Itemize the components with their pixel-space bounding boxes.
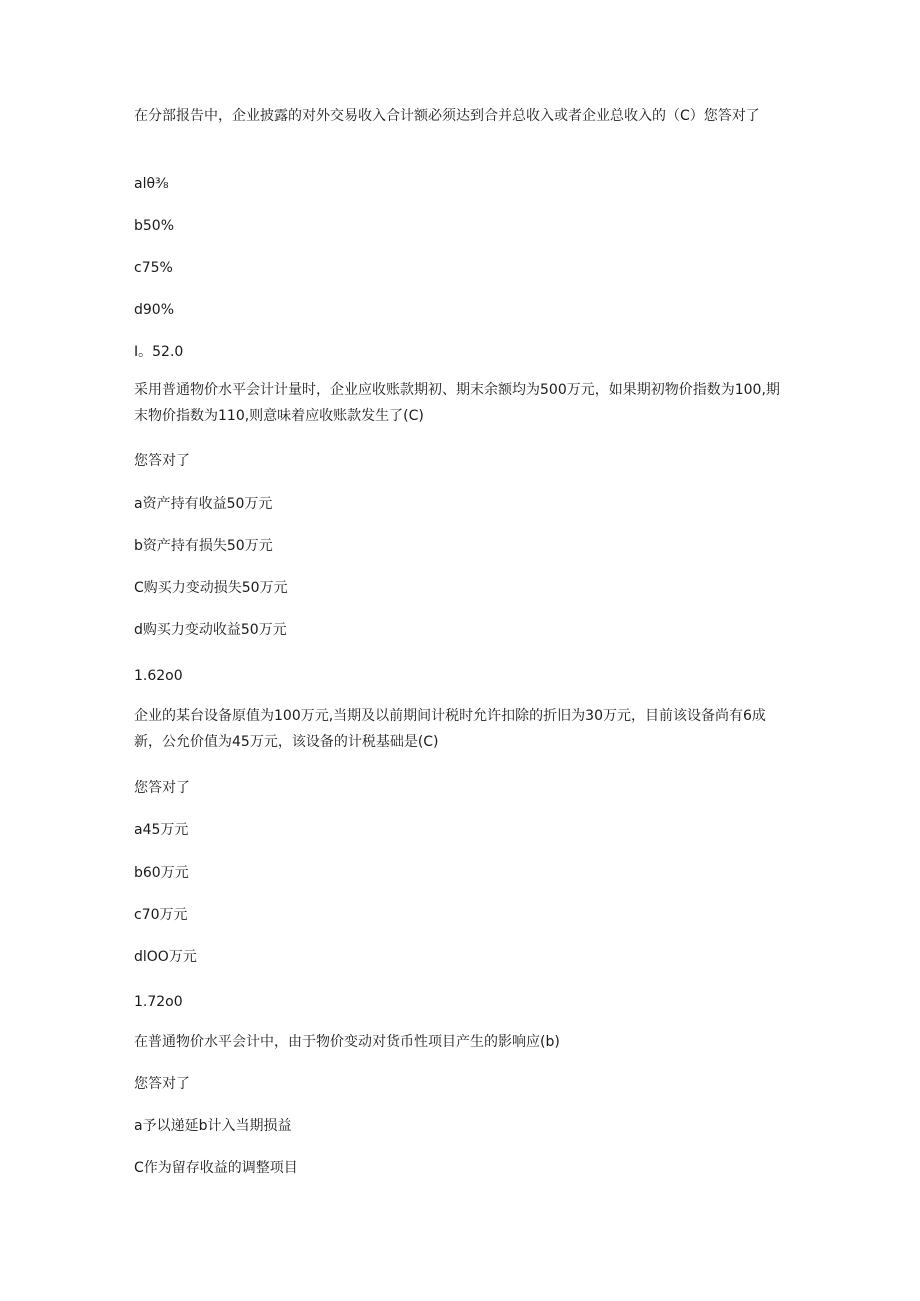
q3-number: 1.62o0: [134, 668, 183, 684]
q2-number: I。52.0: [134, 344, 184, 360]
q3-option-c: c70万元: [134, 907, 188, 923]
q4-option-ab: a予以递延b计入当期损益: [134, 1118, 292, 1134]
q1-option-b: b50%: [134, 218, 175, 234]
q2-option-a: a资产持有收益50万元: [134, 496, 273, 512]
q1-option-d: d90%: [134, 302, 175, 318]
q1-option-a: alθ⅜: [134, 176, 169, 192]
q4-number: 1.72o0: [134, 994, 183, 1010]
q3-option-b: b60万元: [134, 865, 189, 881]
q2-feedback: 您答对了: [134, 453, 190, 469]
q4-question: 在普通物价水平会计中，由于物价变动对货币性项目产生的影响应(b): [134, 1034, 560, 1050]
q2-option-b: b资产持有损失50万元: [134, 538, 273, 554]
q3-option-a: a45万元: [134, 822, 189, 838]
q1-option-c: c75%: [134, 260, 173, 276]
q4-option-c: C作为留存收益的调整项目: [134, 1160, 298, 1176]
q3-question: 企业的某台设备原值为100万元,当期及以前期间计税时允许扣除的折旧为30万元，目前该设备尚有6成新，公允价值为45万元，该设备的计税基础是(C): [134, 708, 766, 750]
q1-question: 在分部报告中，企业披露的对外交易收入合计额必须达到合并总收入或者企业总收入的（C）您答对了: [134, 108, 760, 124]
q4-feedback: 您答对了: [134, 1076, 190, 1092]
q3-feedback: 您答对了: [134, 780, 190, 796]
q2-option-c: C购买力变动损失50万元: [134, 580, 288, 596]
q2-option-d: d购买力变动收益50万元: [134, 622, 287, 638]
q2-question: 采用普通物价水平会计计量时，企业应收账款期初、期末余额均为500万元，如果期初物价指数为100,期末物价指数为110,则意味着应收账款发生了(C): [134, 382, 780, 424]
q3-option-d: dlOO万元: [134, 949, 197, 965]
